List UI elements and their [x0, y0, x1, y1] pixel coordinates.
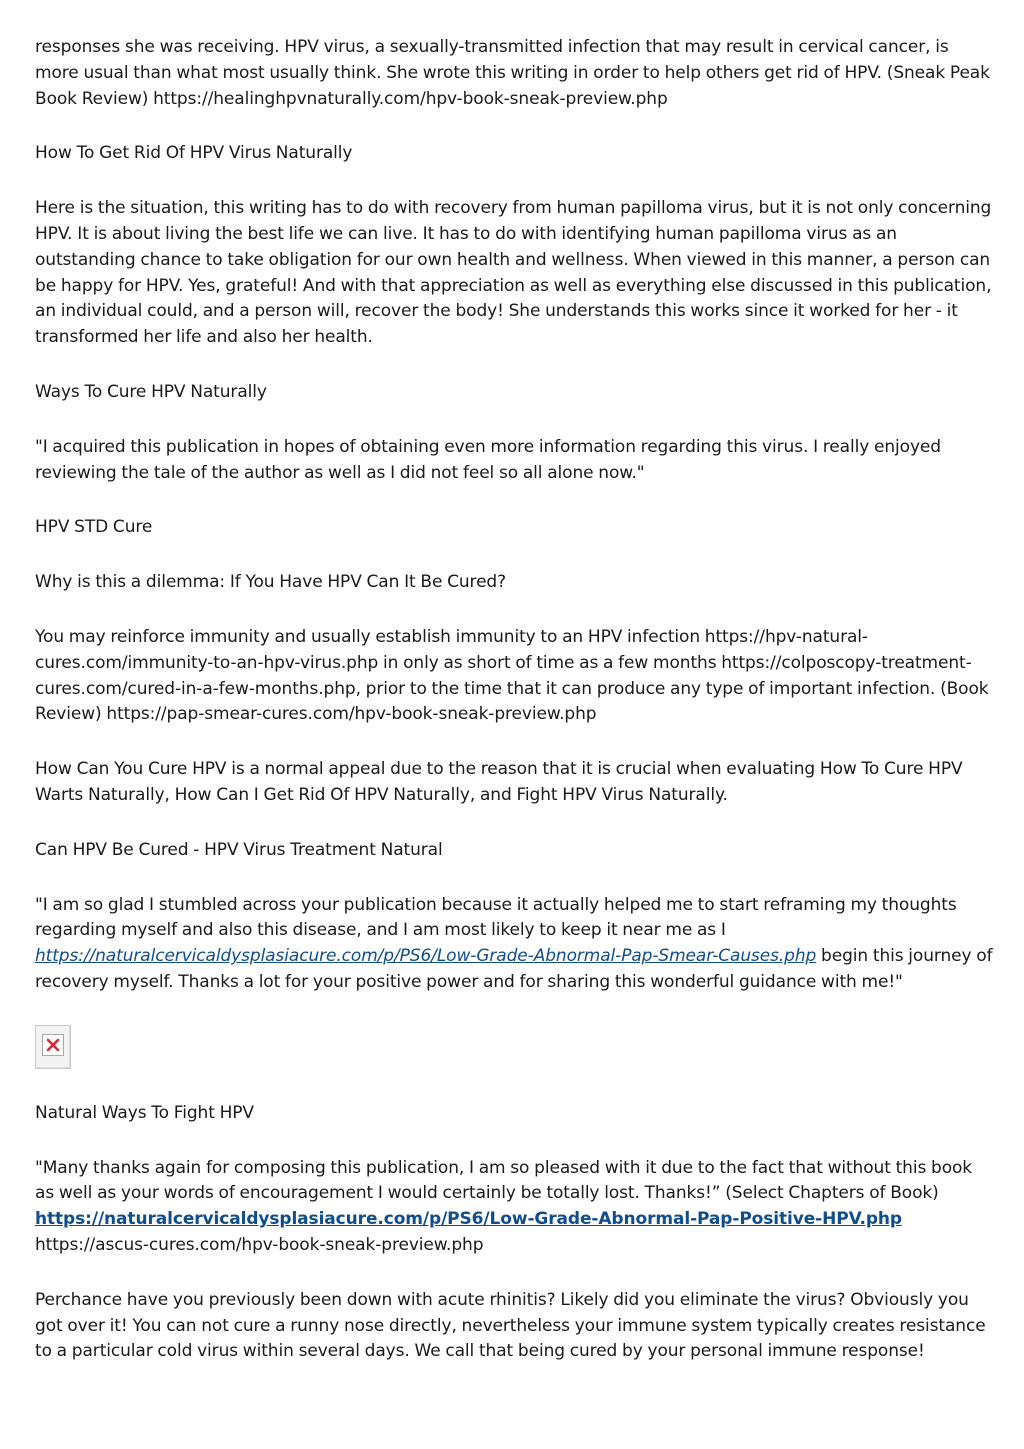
paragraph-quote-acquired: "I acquired this publication in hopes of obtaining even more information regarding this virus. I really enjoyed reviewing the tale of the author as well as I did not feel so all alone now."	[35, 436, 941, 483]
heading-ways-to-cure: Ways To Cure HPV Naturally	[35, 381, 267, 402]
paragraph-quote-thanks	[35, 1156, 995, 1259]
heading-dilemma: Why is this a dilemma: If You Have HPV Can It Be Cured?	[35, 572, 507, 593]
heading-natural-ways-fight: Natural Ways To Fight HPV	[35, 1102, 254, 1123]
paragraph-immunity: You may reinforce immunity and usually establish immunity to an HPV infection https://hpv-natural-cures.com/immunity-to-an-hpv-virus.php in only as short of time as a few months https://colposcopy-treatment-cures.com/cured-in-a-few-months.php, prior to the time that it can produce any type of important infection. (Book Review) https://pap-smear-cures.com/hpv-book-sneak-preview.php	[35, 626, 989, 725]
heading-get-rid-of-hpv: How To Get Rid Of HPV Virus Naturally	[35, 143, 353, 164]
red-x-icon	[46, 1038, 60, 1052]
paragraph-quote-glad	[35, 893, 995, 996]
quote-thanks-text-before: "Many thanks again for composing this publication, I am so pleased with it due to the fact that without this book as well as your words of encouragement I would certainly be totally lost. Thanks!” (Select Chapters of Book)	[35, 1157, 973, 1204]
heading-std-cure: HPV STD Cure	[35, 517, 153, 538]
document-page	[35, 35, 995, 1394]
broken-image-icon	[35, 1025, 71, 1069]
quote-glad-text-after: begin this journey of recovery myself. Thanks a lot for your positive power and for sharing this wonderful guidance with me!"	[35, 946, 993, 992]
quote-glad-text-before: "I am so glad I stumbled across your publication because it actually helped me to start reframing my thoughts regarding myself and also this disease, and I am most likely to keep it near me as I	[35, 894, 957, 941]
paragraph-situation: Here is the situation, this writing has to do with recovery from human papilloma virus, but it is not only concerning HPV. It is about living the best life we can live. It has to do with identifying human papilloma virus as an outstanding chance to take obligation for our own health and wellness. When viewed in this manner, a person can be happy for HPV. Yes, grateful! And with that appreciation as well as everything else discussed in this publication, an individual could, and a person will, recover the body! She understands this works since it worked for her - it transformed her life and also her health.	[35, 198, 992, 348]
heading-can-hpv-be-cured: Can HPV Be Cured - HPV Virus Treatment Natural	[35, 839, 443, 860]
link-low-grade-pap-positive-hpv[interactable]: https://naturalcervicaldysplasiacure.com/p/PS6/Low-Grade-Abnormal-Pap-Positive-HPV.php	[35, 1209, 902, 1230]
broken-image-frame	[42, 1034, 64, 1056]
quote-thanks-text-after: https://ascus-cures.com/hpv-book-sneak-preview.php	[35, 1234, 484, 1255]
paragraph-intro: responses she was receiving. HPV virus, a sexually-transmitted infection that may result in cervical cancer, is more usual than what most usually think. She wrote this writing in order to help others get rid of HPV. (Sneak Peak Book Review) https://healinghpvnaturally.com/hpv-book-sneak-preview.php	[35, 37, 990, 109]
paragraph-rhinitis: Perchance have you previously been down with acute rhinitis? Likely did you eliminate the virus? Obviously you got over it! You can not cure a runny nose directly, nevertheless your immune system typically creates resistance to a particular cold virus within several days. We call that being cured by your personal immune response!	[35, 1289, 986, 1362]
link-low-grade-pap-smear-causes[interactable]: https://naturalcervicaldysplasiacure.com/p/PS6/Low-Grade-Abnormal-Pap-Smear-Causes.php	[35, 946, 817, 967]
paragraph-normal-appeal: How Can You Cure HPV is a normal appeal due to the reason that it is crucial when evaluating How To Cure HPV Warts Naturally, How Can I Get Rid Of HPV Naturally, and Fight HPV Virus Naturally.	[35, 759, 963, 805]
